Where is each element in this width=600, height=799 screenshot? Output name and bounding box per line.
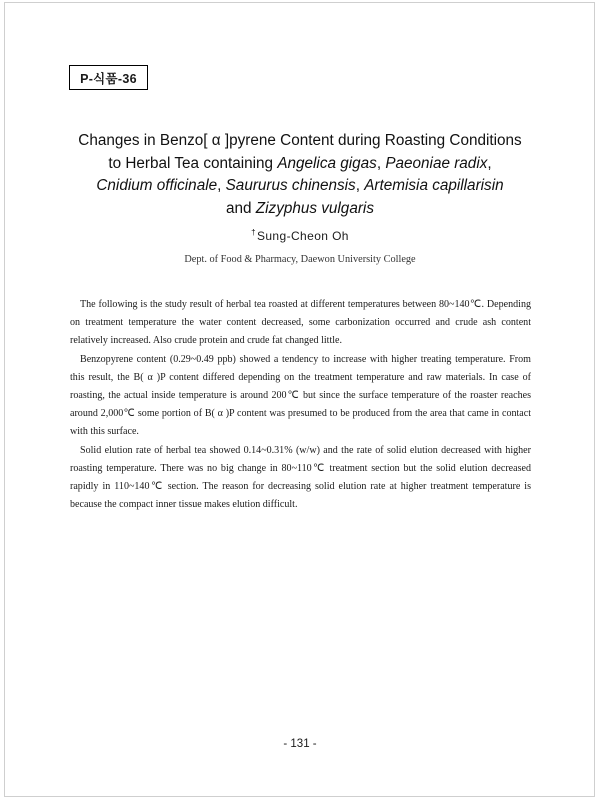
plant-name: Paeoniae radix	[385, 154, 488, 172]
title-line-1: Changes in Benzo[ α ]pyrene Content during Roasting Conditions	[78, 132, 522, 149]
page-number: - 131 -	[283, 738, 317, 750]
title-separator: ,	[487, 154, 492, 172]
title-separator: ,	[355, 177, 365, 194]
plant-name: Angelica gigas	[277, 154, 377, 172]
plant-name: Saururus chinensis	[225, 177, 356, 194]
abstract-paragraph: Solid elution rate of herbal tea showed 0.14~0.31% (w/w) and the rate of solid elution decreased with higher roasting temperature. There was no big change in 80~110℃ treatment section but the solid elution decreased rapidly in 110~140℃ section. The reason for decreasing solid elution rate at higher treatment temperature is because the compact inner tissue makes elution difficult.	[70, 444, 531, 511]
paper-title	[40, 130, 560, 220]
affiliation: Dept. of Food & Pharmacy, Daewon University College	[184, 254, 416, 265]
author-name: Sung-Cheon Oh	[256, 229, 349, 243]
title-separator: ,	[217, 177, 226, 194]
plant-name: Artemisia capillarisin	[364, 177, 504, 194]
title-line-3	[40, 175, 560, 198]
abstract-paragraph: The following is the study result of herbal tea roasted at different temperatures between 80~140℃. Depending on treatment temperature the water content decreased, some carbonization occurred and crude ash content relatively increased. Also crude protein and crude fat changed little.	[70, 299, 531, 347]
session-label: P-식품-36	[69, 65, 148, 90]
corresponding-author-mark: †	[251, 228, 256, 237]
abstract-paragraph: Benzopyrene content (0.29~0.49 ppb) showed a tendency to increase with higher treating temperature. From this result, the B( α )P content differed depending on the treatment temperature and raw materials. In case of roasting, the actual inside temperature is around 200℃ but since the surface temperature of the roaster reaches around 2,000℃ some portion of B( α )P content was presumed to be produced from the area that came in contact with this surface.	[70, 353, 531, 438]
title-text: and	[226, 199, 256, 217]
title-separator: ,	[376, 154, 386, 172]
plant-name: Zizyphus vulgaris	[255, 199, 374, 217]
title-line-4	[40, 198, 560, 221]
title-line-2	[40, 153, 560, 176]
plant-name: Cnidium officinale	[96, 177, 218, 194]
title-text: to Herbal Tea containing	[108, 154, 278, 172]
abstract	[70, 296, 531, 514]
author-line	[0, 228, 600, 243]
